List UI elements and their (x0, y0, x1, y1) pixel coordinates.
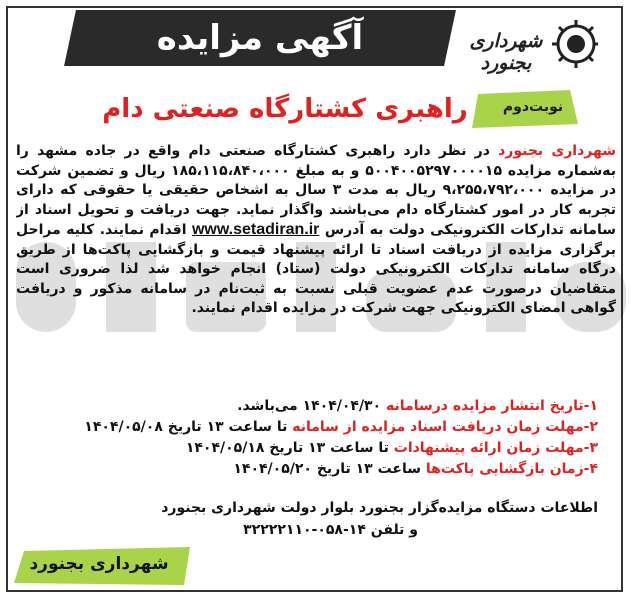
date-value: ۱۴۰۴/۰۴/۳۰ می‌باشد. (237, 398, 387, 414)
date-label: ۲-مهلت زمان دریافت اسناد مزایده از سامانه (292, 419, 598, 435)
date-value: تا ساعت ۱۳ تاریخ ۱۴۰۴/۰۵/۱۸ (185, 440, 394, 456)
body-lead: شهرداری بجنورد (498, 143, 616, 159)
date-item (16, 396, 598, 417)
publication-badge: نوبت‌دوم (502, 99, 564, 115)
body-paragraph-1: در نظر دارد راهبری کشتارگاه صنعتی دام واقع در جاده مشهد را به‌شماره مزایده ۵۰۰۴۰۰۵۲۹۷۰۰۰۰۱۵ و به مبلغ ۱۸۵،۱۱۵،۸۴۰،۰۰۰ ریال و تضمین شرکت در مزایده ۹،۲۵۵،۷۹۲،۰۰۰ ریال به مدت ۳ سال به اشخاص حقیقی یا حقوقی که دارای تجربه کار در امور کشتارگاه دام می‌باشند واگذار نماید. جهت دریافت و تحویل اسناد از سامانه تدارکات الکترونیکی دولت به آدرس (16, 143, 616, 238)
footer-municipality: شهرداری بجنورد (29, 554, 169, 574)
contact-phone: و تلفن ۱۴-۰۵۸-۳۲۲۲۲۱۱۰ (243, 522, 418, 538)
logo-text: شهرداری بجنورد (469, 30, 543, 74)
date-item (16, 438, 598, 459)
date-label: ۳-مهلت زمان ارائه پیشنهادات (393, 440, 598, 456)
body-paragraph-2: کلیه مراحل برگزاری مزایده از دریافت اسناد تا ارائه پیشنهاد قیمت و بازگشایی پاکت‌ها از طریق درگاه سامانه تدارکات الکترونیکی دولت (ستاد) انجام خواهد شد لذا ضروری است متقاضیان درصورت عدم عضویت قبلی نسبت به ثبت‌نام در سامانه مذکور و دریافت گواهی امضای الکترونیکی جهت شرکت در مزایده اقدام نمایند. (16, 222, 616, 316)
setadiran-link[interactable]: www.setadiran.ir (191, 221, 320, 238)
body-paragraph-1-end: اقدام نمایند. (99, 222, 192, 238)
contact-info (16, 497, 598, 541)
date-value: تا ساعت ۱۳ تاریخ ۱۴۰۴/۰۵/۰۸ (84, 419, 293, 435)
date-label: ۴-زمان بازگشایی پاکت‌ها (425, 461, 598, 477)
page-title: آگهی مزایده (156, 18, 364, 58)
date-value: ساعت ۱۳ تاریخ ۱۴۰۴/۰۵/۲۰ (233, 461, 426, 477)
auction-subtitle: راهبری کشتارگاه صنعتی دام (102, 94, 468, 124)
date-item (16, 459, 598, 480)
date-item (16, 417, 598, 438)
dates-list (16, 396, 598, 480)
date-label: ۱-تاریخ انتشار مزایده درسامانه (386, 398, 598, 414)
contact-address: اطلاعات دستگاه مزایده‌گزار بجنورد بلوار دولت شهرداری بجنورد (161, 500, 598, 516)
